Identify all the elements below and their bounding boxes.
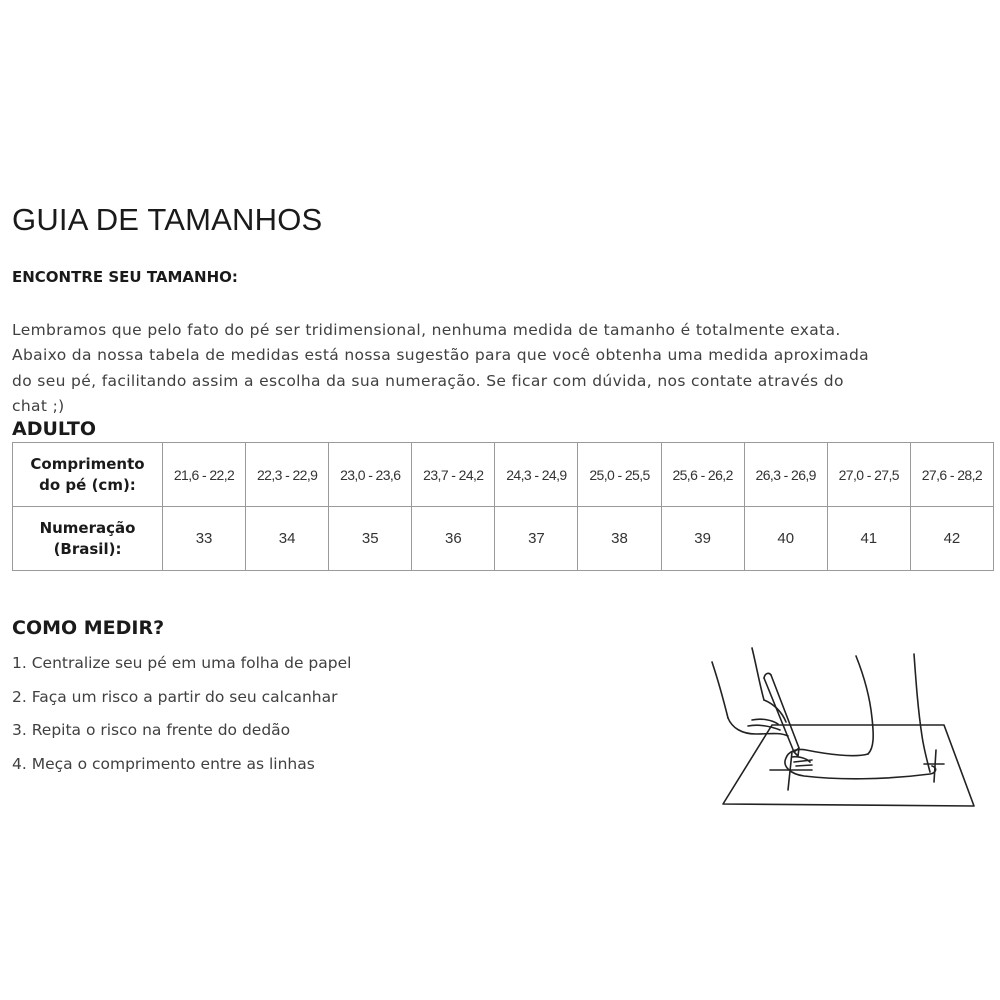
- table-row-size: [13, 507, 994, 571]
- table-cell-size: 41: [827, 507, 910, 571]
- table-cell-range: 25,0 - 25,5: [578, 443, 661, 507]
- intro-paragraph: [12, 318, 997, 419]
- table-cell-size: 35: [329, 507, 412, 571]
- intro-line: Lembramos que pelo fato do pé ser tridimensional, nenhuma medida de tamanho é totalmente exata.: [12, 321, 841, 339]
- foot-measuring-illustration-icon: [708, 640, 980, 812]
- table-cell-range: 27,0 - 27,5: [827, 443, 910, 507]
- table-cell-range: 23,0 - 23,6: [329, 443, 412, 507]
- table-cell-size: 40: [744, 507, 827, 571]
- step-item: 3. Repita o risco na frente do dedão: [12, 721, 291, 740]
- intro-line: do seu pé, facilitando assim a escolha da sua numeração. Se ficar com dúvida, nos contate através do: [12, 371, 844, 390]
- table-cell-size: 39: [661, 507, 744, 571]
- size-table: [12, 442, 994, 571]
- adult-section-heading: ADULTO: [12, 418, 96, 440]
- table-cell-range: 26,3 - 26,9: [744, 443, 827, 507]
- table-cell-range: 21,6 - 22,2: [163, 443, 246, 507]
- page-subtitle: ENCONTRE SEU TAMANHO:: [12, 268, 238, 286]
- table-cell-range: 25,6 - 26,2: [661, 443, 744, 507]
- step-item: 4. Meça o comprimento entre as linhas: [12, 755, 315, 774]
- table-cell-size: 42: [910, 507, 993, 571]
- table-row-length: [13, 443, 994, 507]
- measure-steps-list: [12, 652, 351, 787]
- intro-line: chat ;): [12, 396, 65, 415]
- step-item: 2. Faça um risco a partir do seu calcanhar: [12, 687, 338, 706]
- table-cell-size: 38: [578, 507, 661, 571]
- table-cell-range: 24,3 - 24,9: [495, 443, 578, 507]
- table-cell-size: 36: [412, 507, 495, 571]
- page-title: GUIA DE TAMANHOS: [12, 202, 323, 237]
- row-label-length: Comprimento do pé (cm):: [13, 443, 163, 507]
- table-cell-size: 33: [163, 507, 246, 571]
- table-cell-size: 37: [495, 507, 578, 571]
- table-cell-range: 22,3 - 22,9: [246, 443, 329, 507]
- table-cell-size: 34: [246, 507, 329, 571]
- table-cell-range: 27,6 - 28,2: [910, 443, 993, 507]
- intro-line: Abaixo da nossa tabela de medidas está nossa sugestão para que você obtenha uma medida aproximada: [12, 346, 869, 365]
- step-item: 1. Centralize seu pé em uma folha de papel: [12, 654, 352, 672]
- row-label-size: Numeração (Brasil):: [13, 507, 163, 571]
- measure-section-heading: COMO MEDIR?: [12, 617, 165, 639]
- table-cell-range: 23,7 - 24,2: [412, 443, 495, 507]
